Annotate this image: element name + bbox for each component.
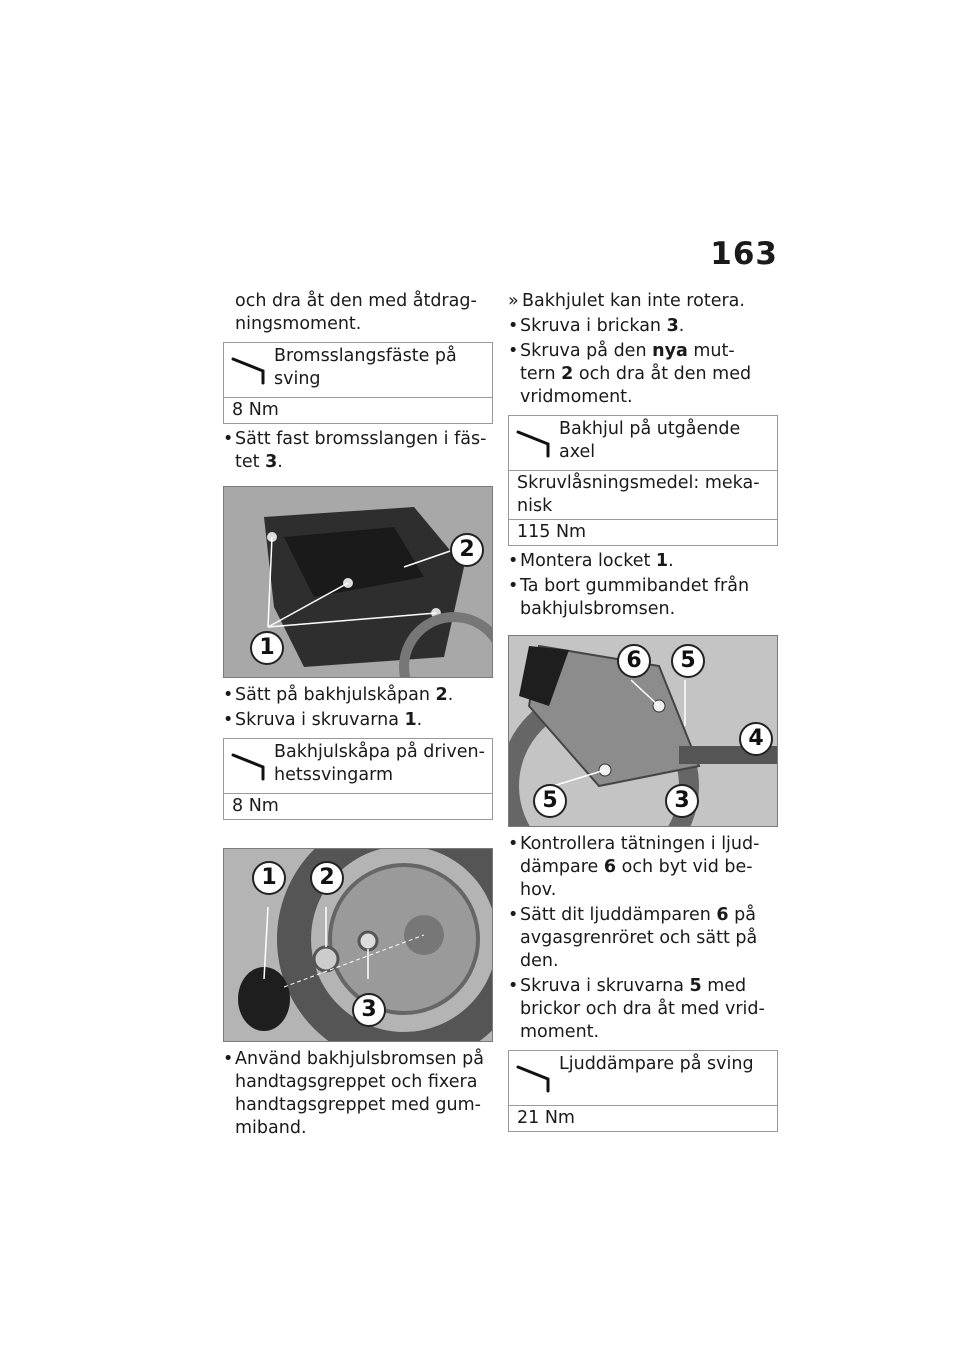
text-line: Skruvlåsningsmedel: meka-	[517, 473, 760, 493]
list-item	[508, 833, 778, 902]
callout-label: 3	[665, 784, 699, 818]
list-item	[508, 975, 778, 1044]
spec-header	[224, 739, 492, 793]
page-number: 163	[710, 236, 778, 272]
text-line: nisk	[517, 496, 553, 516]
callout-label: 1	[252, 861, 286, 895]
text-line: moment.	[520, 1022, 600, 1042]
callout-label: 4	[739, 722, 773, 756]
text-line: miband.	[235, 1118, 307, 1138]
torque-spec-box	[223, 738, 493, 820]
reference-number: 6	[603, 857, 617, 877]
reference-number: 3	[666, 316, 679, 336]
text-line: med	[701, 976, 747, 996]
text-line: handtagsgreppet med gum-	[235, 1095, 481, 1115]
text-line: avgasgrenröret och sätt på	[520, 928, 758, 948]
text-line: vridmoment.	[520, 387, 633, 407]
text-line: Sätt fast bromsslangen i fäs-	[235, 429, 487, 449]
callout-label: 5	[533, 784, 567, 818]
reference-number: 2	[435, 685, 448, 705]
paragraph	[223, 290, 493, 336]
list-item	[508, 904, 778, 973]
text-line: brickor och dra åt med vrid-	[520, 999, 765, 1019]
spec-title: sving	[274, 369, 321, 389]
callout-label: 5	[671, 644, 705, 678]
spec-value: 8 Nm	[224, 793, 492, 819]
reference-number: 2	[561, 364, 574, 384]
list-item	[223, 1048, 493, 1140]
spec-title: Bromsslangsfäste på	[274, 346, 457, 366]
text-line: och dra åt den med åtdrag-	[235, 291, 477, 311]
text-line: Skruva i skruvarna	[520, 976, 690, 996]
list-item: • Montera locket 1.	[508, 550, 778, 573]
text-line: Använd bakhjulsbromsen på	[235, 1049, 484, 1069]
list-item	[508, 340, 778, 409]
spec-title: Bakhjulskåpa på driven-	[274, 742, 485, 762]
callout-label: 3	[352, 993, 386, 1027]
text-line: Skruva på den	[520, 341, 653, 361]
text-line: Sätt på bakhjulskåpan	[235, 685, 436, 705]
text-line: Sätt dit ljuddämparen	[520, 905, 717, 925]
photo-rear-wheel-cover	[223, 486, 493, 678]
spec-title: hetssvingarm	[274, 765, 394, 785]
text-line: Montera locket	[520, 551, 656, 571]
text-line: Skruva i skruvarna	[235, 710, 405, 730]
text-line: ningsmoment.	[235, 314, 362, 334]
spec-header	[224, 343, 492, 397]
text-line: tern	[520, 364, 562, 384]
torque-spec-box	[508, 1050, 778, 1132]
list-item: • Skruva i skruvarna 1.	[223, 709, 493, 732]
torque-wrench-icon	[230, 353, 270, 385]
text-line: Ta bort gummibandet från	[520, 576, 750, 596]
spec-value: 115 Nm	[509, 519, 777, 545]
emphasis: nya	[652, 341, 688, 361]
text-line: handtagsgreppet och fixera	[235, 1072, 478, 1092]
result-item	[508, 290, 778, 313]
photo-muffler	[508, 635, 778, 827]
spec-header	[509, 1051, 777, 1105]
reference-number: 3	[265, 452, 278, 472]
callout-label: 6	[617, 644, 651, 678]
reference-number: 5	[689, 976, 702, 996]
reference-number: 6	[716, 905, 729, 925]
text-line: hov.	[520, 880, 557, 900]
torque-wrench-icon	[515, 426, 555, 458]
callout-label: 2	[450, 533, 484, 567]
list-item: • Skruva i brickan 3.	[508, 315, 778, 338]
text-line: mut-	[687, 341, 735, 361]
left-column	[223, 290, 493, 1142]
torque-spec-box	[223, 342, 493, 424]
right-column	[508, 290, 778, 1136]
text-line: och byt vid be-	[616, 857, 753, 877]
list-item: • Sätt fast bromsslangen i fäs- tet 3.	[223, 428, 493, 474]
text-line: dämpare	[520, 857, 604, 877]
spec-title: axel	[559, 442, 596, 462]
torque-wrench-icon	[230, 749, 270, 781]
torque-spec-box	[508, 415, 778, 546]
spec-note	[509, 470, 777, 519]
text-line: Bakhjulet kan inte rotera.	[522, 291, 745, 311]
reference-number: 1	[655, 551, 669, 571]
photo-rear-axle	[223, 848, 493, 1042]
callout-label: 1	[250, 631, 284, 665]
callout-label: 2	[310, 861, 344, 895]
reference-number: 1	[404, 710, 417, 730]
text-line: den.	[520, 951, 559, 971]
spec-value: 8 Nm	[224, 397, 492, 423]
text-line: Kontrollera tätningen i ljud-	[520, 834, 760, 854]
text-line: bakhjulsbromsen.	[520, 599, 676, 619]
spec-value: 21 Nm	[509, 1105, 777, 1131]
spec-header	[509, 416, 777, 470]
spec-title: Ljuddämpare på sving	[559, 1054, 754, 1074]
spec-title: Bakhjul på utgående	[559, 419, 741, 439]
torque-wrench-icon	[515, 1061, 555, 1093]
list-item: • Sätt på bakhjulskåpan 2.	[223, 684, 493, 707]
text-line: tet	[235, 452, 266, 472]
text-line: och dra åt den med	[573, 364, 752, 384]
text-line: Skruva i brickan	[520, 316, 667, 336]
list-item	[508, 575, 778, 621]
text-line: på	[728, 905, 756, 925]
